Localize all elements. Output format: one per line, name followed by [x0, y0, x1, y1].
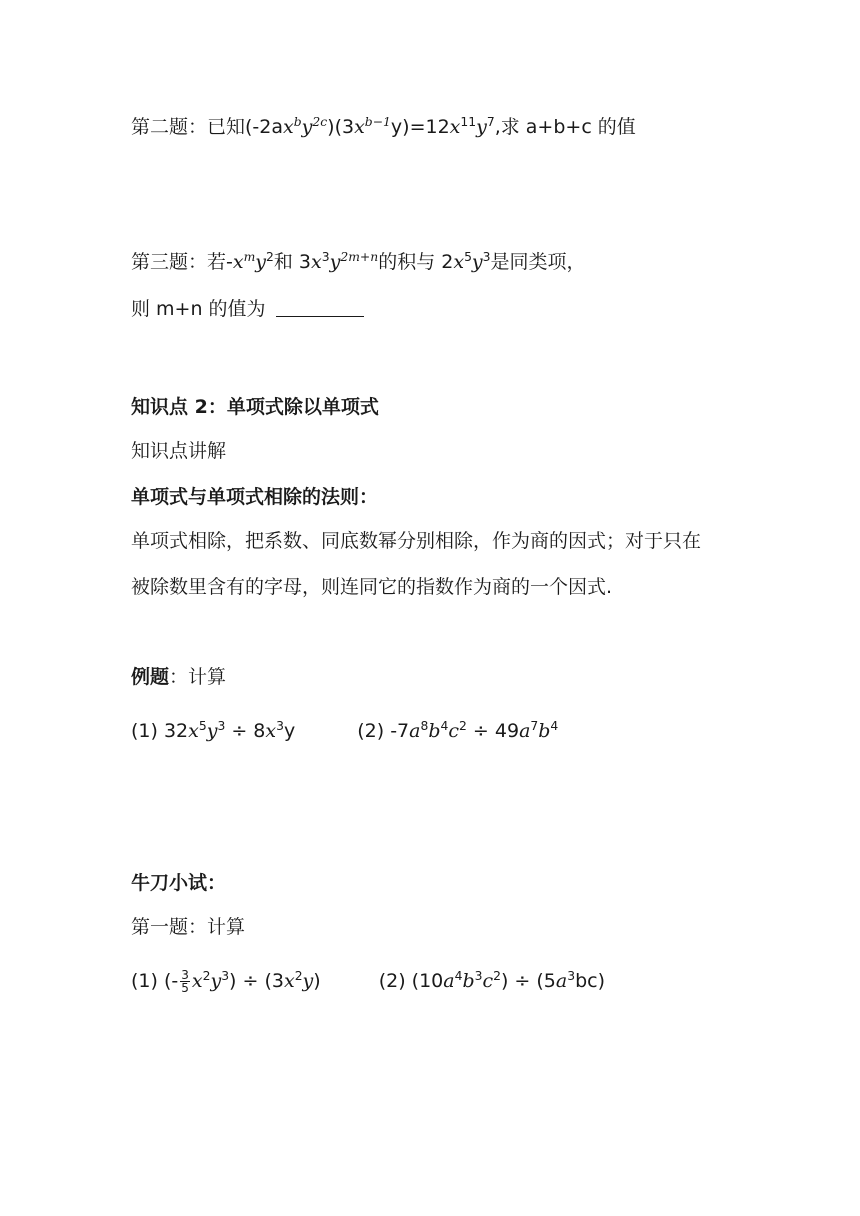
question-2: 第二题：已知$(-2ax^by^{2c})(3x^{b-1}y)=12x^{11}y^7$,求 a+b+c 的值	[131, 115, 636, 138]
rule-text-line-1: 单项式相除，把系数、同底数幂分别相除，作为商的因式；对于只在	[131, 530, 702, 552]
example-problem-2: (2) $-7a^8b^4c^2 \div 49a^7b^4$	[357, 719, 559, 742]
practice-problem-2: (2) $(10a^4b^3c^2) \div (5a^3bc)$	[378, 969, 606, 992]
question-3-line-1: 第三题：若$-x^my^2$和 $3x^3y^{2m+n}$的积与 $2x^5y^3$是同类项，	[131, 250, 586, 273]
answer-blank[interactable]	[276, 298, 364, 317]
practice-problem-1: (1) (- $\frac{3}{5}$ $x^2y^3) \div (3x^2y)$	[131, 968, 321, 995]
q2-label: 第二题：已知	[131, 116, 246, 138]
practice-heading: 牛刀小试：	[131, 872, 227, 894]
kp-explain-label: 知识点讲解	[131, 440, 227, 462]
rule-title: 单项式与单项式相除的法则：	[131, 486, 379, 508]
fraction: $\frac{3}{5}$	[181, 968, 189, 995]
practice-q1-label: 第一题：计算	[131, 916, 246, 938]
section-heading-kp2: 知识点 2：单项式除以单项式	[131, 396, 379, 418]
practice-problems	[131, 966, 605, 996]
example-problems	[131, 716, 558, 746]
rule-text-line-2: 被除数里含有的字母，则连同它的指数作为商的一个因式.	[131, 576, 613, 598]
question-3-line-2: 则 m+n 的值为	[131, 294, 364, 324]
example-problem-1: (1) $32x^5y^3 \div 8x^3y$	[131, 719, 296, 742]
example-heading: 例题：计算	[131, 666, 227, 688]
